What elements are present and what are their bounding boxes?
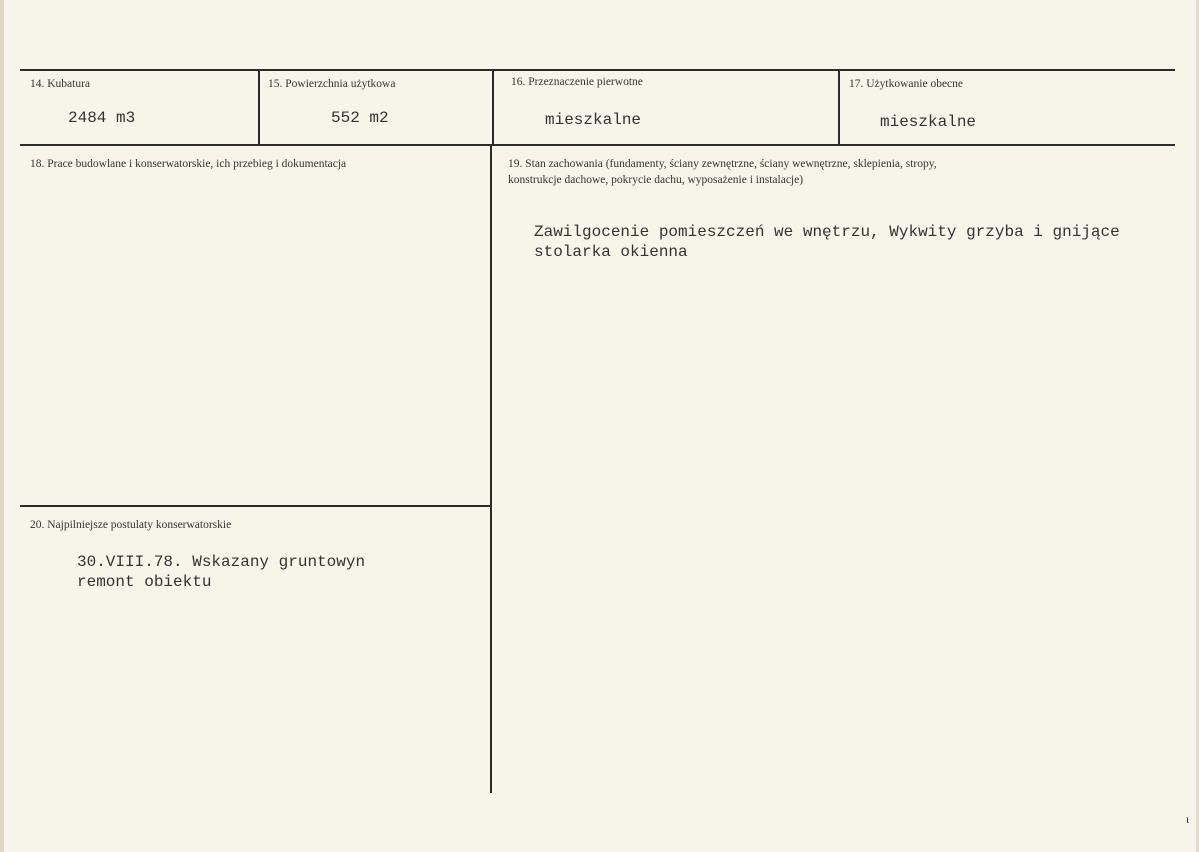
postulaty-value-line1: 30.VIII.78. Wskazany gruntowyn: [77, 553, 366, 571]
stan-label-line2: konstrukcje dachowe, pokrycie dachu, wyposażenie i instalacje): [508, 174, 804, 186]
top-rule: [20, 69, 1175, 71]
col-divider-2: [492, 70, 494, 145]
powierzchnia-value: 552 m2: [331, 109, 389, 127]
przeznaczenie-value: mieszkalne: [545, 111, 642, 129]
postulaty-label: 20. Najpilniejsze postulaty konserwatorskie: [30, 519, 232, 531]
col-divider-3: [838, 70, 840, 145]
corner-mark: ι: [1186, 812, 1190, 826]
prace-label: 18. Prace budowlane i konserwatorskie, ich przebieg i dokumentacja: [30, 158, 347, 170]
stan-value-line1: Zawilgocenie pomieszczeń we wnętrzu, Wykwity grzyba i gnijące: [534, 223, 1120, 241]
col-divider-1: [258, 70, 260, 145]
kubatura-label: 14. Kubatura: [30, 78, 91, 90]
postulaty-value-line2: remont obiektu: [77, 573, 212, 591]
uzytkowanie-value: mieszkalne: [880, 113, 977, 131]
section20-rule: [20, 505, 491, 507]
przeznaczenie-label: 16. Przeznaczenie pierwotne: [511, 76, 643, 88]
kubatura-value: 2484 m3: [68, 109, 136, 127]
stan-label-line1: 19. Stan zachowania (fundamenty, ściany zewnętrzne, ściany wewnętrzne, sklepienia, stropy,: [508, 158, 937, 170]
main-col-divider: [490, 145, 492, 793]
stan-value-line2: stolarka okienna: [534, 243, 688, 261]
powierzchnia-label: 15. Powierzchnia użytkowa: [268, 78, 396, 90]
row1-bottom-rule: [20, 144, 1175, 146]
uzytkowanie-label: 17. Użytkowanie obecne: [849, 78, 964, 90]
